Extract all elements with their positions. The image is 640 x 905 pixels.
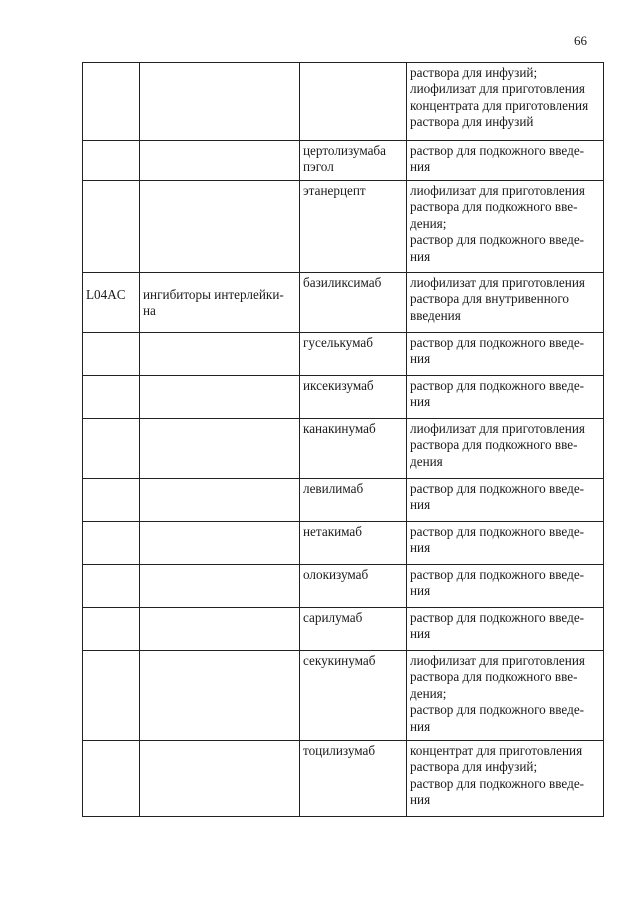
drug-name-text: секукинумаб [303, 653, 376, 668]
drug-name-cell [300, 565, 407, 608]
dosage-form-text: концентрат для приготовления раствора для инфузий; раствор для подкожного введе- ния [410, 743, 585, 808]
atc-code-text [86, 610, 136, 622]
atc-code-text [86, 653, 136, 665]
drug-name-cell [300, 376, 407, 419]
dosage-form-text: раствор для подкожного введе- ния [410, 481, 585, 513]
atc-code-text [86, 183, 136, 195]
pharmacological-group-cell [140, 333, 300, 376]
atc-code-cell [83, 273, 140, 333]
atc-code-cell [83, 741, 140, 817]
table-row [83, 181, 604, 273]
atc-code-cell [83, 565, 140, 608]
pharmacological-group-text [143, 610, 296, 622]
drug-name-text: нетакимаб [303, 524, 362, 539]
dosage-form-text: раствор для подкожного введе- ния [410, 567, 585, 599]
pharmacological-group-cell [140, 522, 300, 565]
atc-code-cell [83, 651, 140, 741]
pharmacological-group-cell [140, 273, 300, 333]
drug-name-cell [300, 479, 407, 522]
dosage-form-text: лиофилизат для приготовления раствора для подкожного вве- дения [410, 421, 585, 469]
drug-name-text: базиликсимаб [303, 275, 382, 290]
atc-code-cell [83, 419, 140, 479]
pharmacological-group-text [143, 567, 296, 579]
drug-name-text: цертолизумаба пэгол [303, 143, 387, 175]
pharmacological-group-text [143, 378, 296, 390]
drug-name-cell [300, 333, 407, 376]
dosage-form-cell [407, 63, 604, 141]
atc-code-cell [83, 63, 140, 141]
table-row [83, 522, 604, 565]
pharmacological-group-text [143, 65, 296, 77]
drug-name-text: сарилумаб [303, 610, 363, 625]
table-row [83, 741, 604, 817]
drug-name-text: олокизумаб [303, 567, 369, 582]
dosage-form-cell [407, 565, 604, 608]
drug-name-text: тоцилизумаб [303, 743, 376, 758]
dosage-form-cell [407, 522, 604, 565]
atc-code-cell [83, 522, 140, 565]
dosage-form-text: раствор для подкожного введе- ния [410, 378, 585, 410]
atc-code-cell [83, 333, 140, 376]
dosage-form-cell [407, 419, 604, 479]
dosage-form-text: лиофилизат для приготовления раствора для внутривенного введения [410, 275, 585, 323]
dosage-form-cell [407, 741, 604, 817]
drug-name-cell [300, 419, 407, 479]
pharmacological-group-cell [140, 479, 300, 522]
pharmacological-group-cell [140, 63, 300, 141]
atc-code-text [86, 743, 136, 755]
pharmacological-group-cell [140, 608, 300, 651]
drug-name-cell [300, 141, 407, 181]
dosage-form-text: раствор для подкожного введе- ния [410, 524, 585, 556]
drug-name-text: гуселькумаб [303, 335, 373, 350]
atc-code-text [86, 567, 136, 579]
dosage-form-text: лиофилизат для приготовления раствора для подкожного вве- дения; раствор для подкожного введе- ния [410, 183, 585, 264]
atc-code-cell [83, 479, 140, 522]
pharmacological-group-text [143, 653, 296, 665]
atc-code-text [86, 378, 136, 390]
dosage-form-cell [407, 181, 604, 273]
pharmacological-group-text [143, 183, 296, 195]
pharmacological-group-text [143, 481, 296, 493]
pharmacological-group-cell [140, 741, 300, 817]
drug-name-cell [300, 522, 407, 565]
table-row [83, 63, 604, 141]
table-row [83, 141, 604, 181]
drug-name-cell [300, 63, 407, 141]
drug-name-cell [300, 608, 407, 651]
atc-code-cell [83, 376, 140, 419]
pharmacological-group-cell [140, 376, 300, 419]
table-body [83, 63, 604, 817]
drug-name-text: левилимаб [303, 481, 364, 496]
atc-code-text [86, 65, 136, 77]
table-row [83, 608, 604, 651]
atc-code-text [86, 524, 136, 536]
pharmacological-group-text [143, 524, 296, 536]
pharmacological-group-cell [140, 419, 300, 479]
atc-code-cell [83, 181, 140, 273]
atc-code-text: L04AC [86, 287, 126, 302]
drug-name-text: этанерцепт [303, 183, 366, 198]
pharmacological-group-cell [140, 565, 300, 608]
pharmacological-group-text [143, 743, 296, 755]
dosage-form-text: раствора для инфузий; лиофилизат для приготовления концентрата для приготовления раствора для инфузий [410, 65, 589, 130]
drug-name-cell [300, 273, 407, 333]
pharmacological-group-text [143, 143, 296, 155]
pharmacological-group-cell [140, 141, 300, 181]
page-number: 66 [574, 33, 587, 48]
drug-name-cell [300, 741, 407, 817]
table-row [83, 419, 604, 479]
pharmacological-group-cell [140, 181, 300, 273]
atc-code-text [86, 421, 136, 433]
dosage-form-cell [407, 651, 604, 741]
atc-code-text [86, 481, 136, 493]
drug-name-cell [300, 651, 407, 741]
dosage-form-cell [407, 479, 604, 522]
table-row [83, 479, 604, 522]
dosage-form-text: раствор для подкожного введе- ния [410, 610, 585, 642]
table-row [83, 376, 604, 419]
dosage-form-text: раствор для подкожного введе- ния [410, 143, 585, 175]
drug-name-cell [300, 181, 407, 273]
dosage-form-text: раствор для подкожного введе- ния [410, 335, 585, 367]
dosage-form-cell [407, 608, 604, 651]
pharmacological-group-text [143, 335, 296, 347]
dosage-form-cell [407, 273, 604, 333]
table-row [83, 273, 604, 333]
atc-code-text [86, 335, 136, 347]
table-row [83, 333, 604, 376]
drug-table [82, 62, 604, 817]
pharmacological-group-cell [140, 651, 300, 741]
atc-code-cell [83, 608, 140, 651]
dosage-form-cell [407, 141, 604, 181]
dosage-form-cell [407, 376, 604, 419]
dosage-form-text: лиофилизат для приготовления раствора для подкожного вве- дения; раствор для подкожного введе- ния [410, 653, 585, 734]
dosage-form-cell [407, 333, 604, 376]
atc-code-text [86, 143, 136, 155]
drug-name-text: иксекизумаб [303, 378, 374, 393]
table-row [83, 651, 604, 741]
atc-code-cell [83, 141, 140, 181]
pharmacological-group-text [143, 421, 296, 433]
table-row [83, 565, 604, 608]
drug-name-text: канакинумаб [303, 421, 376, 436]
pharmacological-group-text: ингибиторы интерлейки- на [143, 287, 284, 319]
